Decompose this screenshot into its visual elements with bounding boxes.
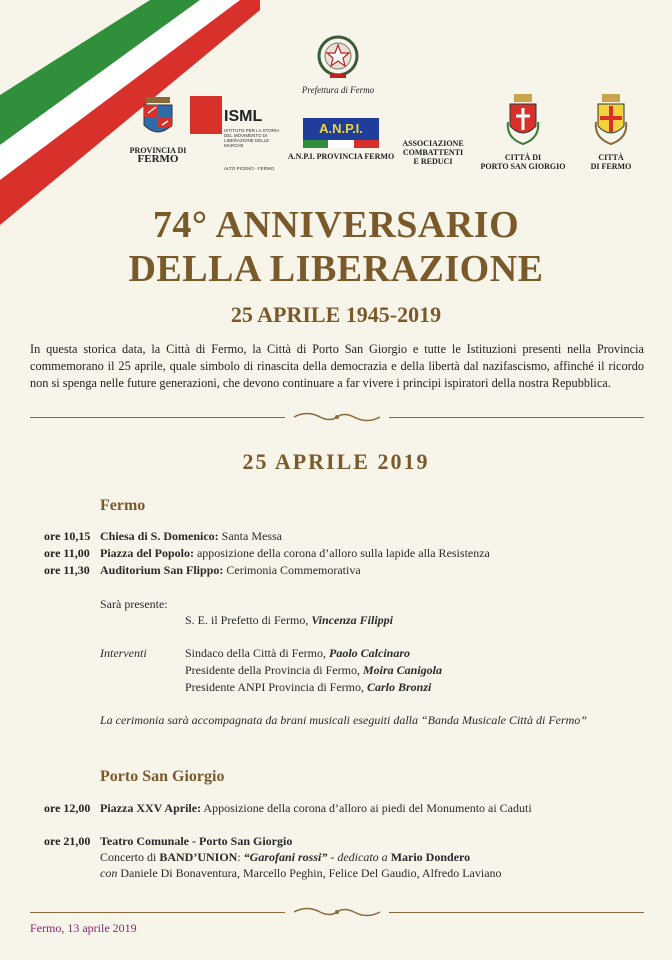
event-time: ore 11,30 (44, 563, 90, 577)
provincia-label-1: PROVINCIA DI (129, 146, 187, 155)
con-label: con (100, 866, 118, 880)
event-desc: Cerimonia Commemorativa (223, 563, 361, 577)
ornament-divider (30, 905, 644, 919)
intervento-name: Paolo Calcinaro (328, 646, 410, 660)
isml-red-mark (190, 96, 222, 134)
presente-label: Sarà presente: (100, 597, 168, 611)
concert-colon: : (237, 850, 244, 864)
provincia-logo (128, 95, 188, 164)
event-place: Chiesa di S. Domenico: (100, 529, 219, 543)
prefettura-caption: Prefettura di Fermo (301, 85, 375, 95)
event-desc: apposizione della corona d’alloro sulla lapide alla Resistenza (193, 546, 490, 560)
musicians-names: Daniele Di Bonaventura, Marcello Peghin, Felice Del Gaudio, Alfredo Laviano (117, 866, 502, 880)
anpi-flag (303, 118, 379, 140)
isml-label: ISML (224, 108, 263, 125)
porto-line-2: PORTO SAN GIORGIO (480, 162, 566, 171)
subtitle: 25 APRILE 1945-2019 (230, 302, 442, 327)
program-date: 25 APRILE 2019 (242, 449, 430, 474)
title-line-2: DELLA LIBERAZIONE (128, 248, 544, 290)
footer-date: Fermo, 13 aprile 2019 (30, 921, 137, 935)
event-place: Auditorium San Flippo: (100, 563, 224, 577)
anpi-caption: A.N.P.I. PROVINCIA FERMO (287, 152, 395, 161)
concert-mid: - dedicato a (327, 850, 391, 864)
provincia-coat-of-arms-icon (140, 95, 176, 141)
anpi-logo (286, 118, 396, 161)
event-place: Piazza XXV Aprile: (100, 801, 202, 815)
prefettura-logo (293, 34, 383, 95)
intervento-line (185, 679, 431, 695)
fermo-coat-of-arms-icon (592, 92, 630, 148)
italian-republic-emblem-icon (316, 34, 360, 80)
citta-di-fermo-logo (578, 92, 644, 171)
event-desc: Santa Messa (218, 529, 282, 543)
concert-line (100, 849, 470, 865)
provincia-label-2: FERMO (137, 153, 179, 165)
porto-line-1: CITTÀ DI (504, 153, 542, 162)
event-place: Piazza del Popolo: (100, 546, 194, 560)
intervento-name: Moira Canigola (362, 663, 442, 677)
event-time: ore 21,00 (44, 834, 91, 848)
event-place: Teatro Comunale - Porto San Giorgio (100, 834, 293, 848)
porto-heading: Porto San Giorgio (100, 768, 225, 785)
event-time: ore 11,00 (44, 546, 90, 560)
anpi-flag-label: A.N.P.I. (319, 121, 363, 136)
title-line-1: 74° ANNIVERSARIO (152, 204, 520, 246)
ornament-divider (30, 410, 644, 424)
musicians-line (100, 865, 502, 881)
combattenti-line-2: COMBATTENTI (402, 148, 464, 157)
porto-san-giorgio-logo (478, 92, 568, 171)
presente-name: Vincenza Filippi (311, 613, 394, 627)
ceremony-note: La cerimonia sarà accompagnata da brani musicali eseguiti dalla “Banda Musicale Città di Fermo” (100, 713, 587, 727)
porto-coat-of-arms-icon (504, 92, 542, 148)
flourish-ornament-icon (292, 905, 382, 919)
concert-title: “Garofani rossi” (243, 850, 328, 864)
event-time: ore 10,15 (44, 529, 91, 543)
combattenti-line-3: E REDUCI (413, 157, 453, 166)
isml-subtitle: ISTITUTO PER LA STORIA DEL MOVIMENTO DI LIBERAZIONE DELLE MARCHE (224, 128, 280, 148)
concert-band: BAND’UNION (159, 850, 238, 864)
intro-paragraph: In questa storica data, la Città di Fermo, la Città di Porto San Giorgio e tutte le Istituzioni presenti nella Provincia commemorano il 25 aprile, quale simbolo di rinascita della democrazia e della libertà dal nazifascismo, affinché il ricordo non si spenga nelle future generazioni, che devono continuare a far vivere i principi ispiratori della nostra Repubblica. (30, 342, 644, 390)
intervento-role: Presidente della Provincia di Fermo, (185, 663, 363, 677)
fermo-citta-line-2: DI FERMO (590, 162, 632, 171)
intervento-line (185, 662, 442, 678)
fermo-heading: Fermo (100, 497, 146, 514)
flourish-ornament-icon (292, 410, 382, 424)
combattenti-logo (398, 139, 468, 166)
intervento-role: Sindaco della Città di Fermo, (185, 646, 329, 660)
isml-subtitle-2: ALTO PICENO - FERMO (224, 166, 275, 171)
intervento-role: Presidente ANPI Provincia di Fermo, (185, 680, 367, 694)
intervento-name: Carlo Bronzi (366, 680, 432, 694)
presente-line (185, 612, 393, 628)
event-desc: Apposizione della corona d’alloro ai piedi del Monumento ai Caduti (201, 801, 532, 815)
concert-pre: Concerto di (100, 850, 160, 864)
presente-text: S. E. il Prefetto di Fermo, (185, 613, 312, 627)
fermo-citta-line-1: CITTÀ (598, 153, 624, 162)
intervento-line (185, 645, 410, 661)
combattenti-line-1: ASSOCIAZIONE (402, 139, 464, 148)
concert-dedicatee: Mario Dondero (390, 850, 471, 864)
interventi-label: Interventi (100, 646, 147, 660)
event-time: ore 12,00 (44, 801, 91, 815)
